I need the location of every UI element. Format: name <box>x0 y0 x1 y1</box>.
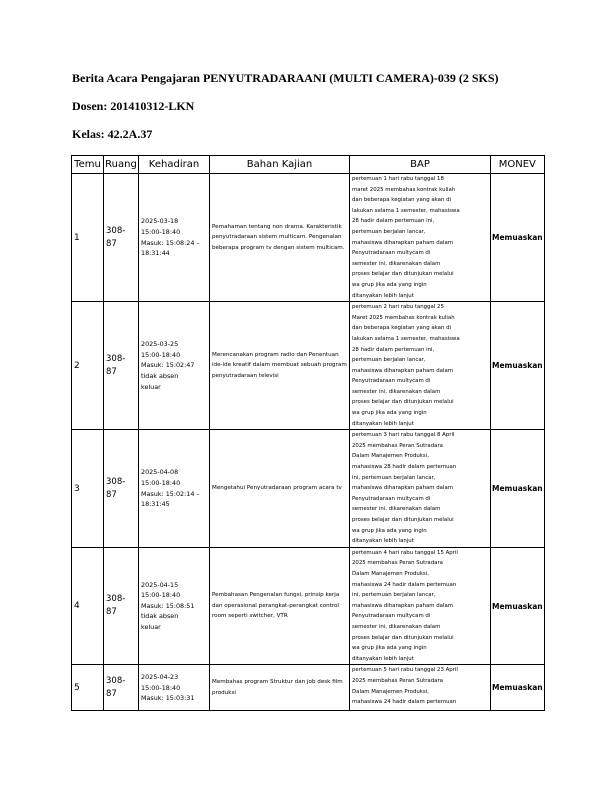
cell-temu: 2 <box>72 302 104 430</box>
cell-bap: pertemuan 5 hari rabu tanggal 23 April 2025 membahas Peran Sutradara Dalam Manajemen Produksi, mahasiswa 24 hadir dalam pertemuan <box>350 665 491 711</box>
cell-temu: 4 <box>72 547 104 665</box>
cell-kehadiran: 2025-03-25 15:00-18:40 Masuk: 15:02:47 tidak absen keluar <box>139 302 210 430</box>
cell-monev: Memuaskan <box>491 302 545 430</box>
cell-bap: pertemuan 3 hari rabu tanggal 8 April 2025 membahas Peran Sutradara Dalam Manajemen Produksi, mahasiswa 28 hadir dalam pertemuan ini, pertemuan berjalan lancar, mahasiswa diharapkan paham dalam Penyutradaraan multycam di semester ini, dikarenakan dalam proses belajar dan ditunjukan melalui wa grup jika ada yang ingin ditanyakan lebih lanjut <box>350 430 491 548</box>
cell-temu: 5 <box>72 665 104 711</box>
table-row <box>72 547 545 665</box>
column-header-kehadiran: Kehadiran <box>139 156 210 174</box>
cell-bahan-kajian: Membahas program Struktur dan job desk film produksi <box>210 665 350 711</box>
column-header-ruang: Ruang <box>104 156 139 174</box>
cell-kehadiran: 2025-04-23 15:00-18:40 Masuk: 15:03:31 <box>139 665 210 711</box>
cell-bap: pertemuan 1 hari rabu tanggal 18 maret 2025 membahas kontrak kuliah dan beberapa kegiatan yang akan di lakukan selama 1 semester, mahasiswa 28 hadir dalam pertemuan ini, pertemuan berjalan lancar, mahasiswa diharapkan paham dalam Penyutradaraan multycam di semester ini, dikarenakan dalam proses belajar dan ditunjukan melalui wa grup jika ada yang ingin ditanyakan lebih lanjut <box>350 174 491 302</box>
cell-temu: 3 <box>72 430 104 548</box>
table-row <box>72 665 545 711</box>
table-row <box>72 430 545 548</box>
cell-bap: pertemuan 2 hari rabu tanggal 25 Maret 2025 membahas kontrak kuliah dan beberapa kegiatan yang akan di lakukan selama 1 semester, mahasiswa 28 hadir dalam pertemuan ini, pertemuan berjalan lancar, mahasiswa diharapkan paham dalam Penyutradaraan multycam di semester ini, dikarenakan dalam proses belajar dan ditunjukan melalui wa grup jika ada yang ingin ditanyakan lebih lanjut <box>350 302 491 430</box>
cell-bahan-kajian: Pemahaman tentang non drama. Karakteristik penyutradaraan sistem multicam. Pengenalan beberapa program tv dengan sistem multicam. <box>210 174 350 302</box>
column-header-monev: MONEV <box>491 156 545 174</box>
cell-monev: Memuaskan <box>491 547 545 665</box>
cell-ruang: 308- 87 <box>104 430 139 548</box>
cell-ruang: 308- 87 <box>104 665 139 711</box>
table-row <box>72 174 545 302</box>
cell-ruang: 308- 87 <box>104 302 139 430</box>
class-label: Kelas: 42.2A.37 <box>72 127 153 141</box>
column-header-bap: BAP <box>350 156 491 174</box>
column-header-bahan-kajian: Bahan Kajian <box>210 156 350 174</box>
column-header-temu: Temu <box>72 156 104 174</box>
page-title: Berita Acara Pengajaran PENYUTRADARAANI (MULTI CAMERA)-039 (2 SKS) <box>72 71 499 85</box>
table-header-row <box>72 156 545 174</box>
cell-bahan-kajian: Mengetahui Penyutradaraan program acara tv <box>210 430 350 548</box>
cell-kehadiran: 2025-04-15 15:00-18:40 Masuk: 15:08:51 tidak absen keluar <box>139 547 210 665</box>
cell-kehadiran: 2025-03-18 15:00-18:40 Masuk: 15:08:24 – 18:31:44 <box>139 174 210 302</box>
cell-bahan-kajian: Merencanakan program radio dan Penentuan ide-ide kreatif dalam membuat sebuah program penyutradaraan televisi <box>210 302 350 430</box>
teaching-record-table <box>71 155 545 711</box>
cell-kehadiran: 2025-04-08 15:00-18:40 Masuk: 15:02:14 – 18:31:45 <box>139 430 210 548</box>
cell-bap: pertemuan 4 hari rabu tanggal 15 April 2025 membahas Peran Sutradara Dalam Manajemen Produksi, mahasiswa 24 hadir dalam pertemuan ini, pertemuan berjalan lancar, mahasiswa diharapkan paham dalam Penyutradaraan multycam di semester ini, dikarenakan dalam proses belajar dan ditunjukan melalui wa grup jika ada yang ingin ditanyakan lebih lanjut <box>350 547 491 665</box>
lecturer-label: Dosen: 201410312-LKN <box>72 99 195 113</box>
cell-bahan-kajian: Pembahasan Pengenalan fungsi, prinsip kerja dan operasional perangkat-perangkat control room seperti switcher, VTR <box>210 547 350 665</box>
cell-temu: 1 <box>72 174 104 302</box>
cell-monev: Memuaskan <box>491 665 545 711</box>
cell-ruang: 308- 87 <box>104 174 139 302</box>
cell-ruang: 308- 87 <box>104 547 139 665</box>
table-row <box>72 302 545 430</box>
cell-monev: Memuaskan <box>491 174 545 302</box>
cell-monev: Memuaskan <box>491 430 545 548</box>
